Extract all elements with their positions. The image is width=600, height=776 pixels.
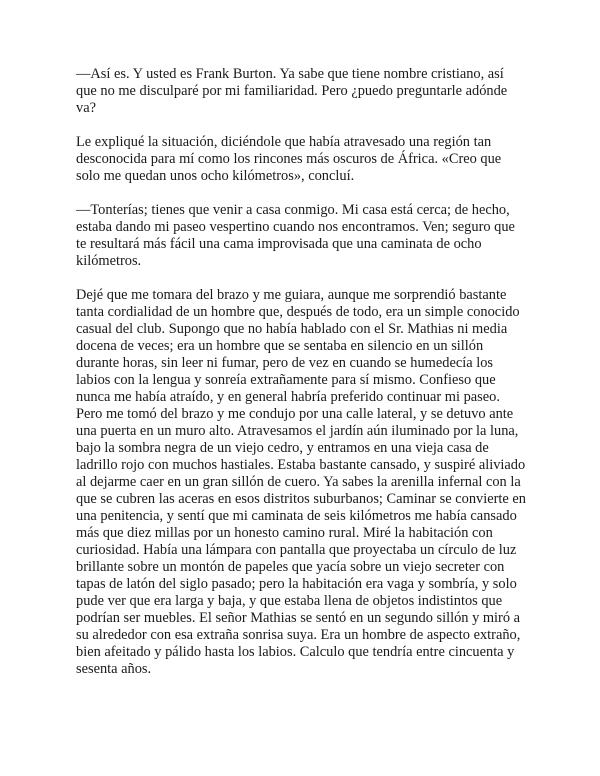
paragraph-invitation: —Tonterías; tienes que venir a casa conmigo. Mi casa está cerca; de hecho, estaba dando mi paseo vespertino cuando nos encontramos. Ven; seguro que te resultará más fácil una cama improvisada que una caminata de ocho kilómetros. [76, 202, 515, 269]
paragraph-narrative: Dejé que me tomara del brazo y me guiara, aunque me sorprendió bastante tanta cordialidad de un hombre que, después de todo, era un simple conocido casual del club. Supongo que no había hablado con el Sr. Mathias ni media docena de veces; era un hombre que se sentaba en silencio en un sillón durante horas, sin leer ni fumar, pero de vez en cuando se humedecía los labios con la lengua y sonreía extrañamente para sí mismo. Confieso que nunca me había atraído, y en general habría preferido continuar mi paseo. Pero me tomó del brazo y me condujo por una calle lateral, y se detuvo ante una puerta en un muro alto. Atravesamos el jardín aún iluminado por la luna, bajo la sombra negra de un viejo cedro, y entramos en una vieja casa de ladrillo rojo con muchos hastiales. Estaba bastante cansado, y suspiré aliviado al dejarme caer en un gran sillón de cuero. Ya sabes la arenilla infernal con la que se cubren las aceras en esos distritos suburbanos; Caminar se convierte en una penitencia, y sentí que mi caminata de seis kilómetros me había cansado más que diez millas por un honesto camino rural. Miré la habitación con curiosidad. Había una lámpara con pantalla que proyectaba un círculo de luz brillante sobre un montón de papeles que yacía sobre un viejo secreter con tapas de latón del siglo pasado; pero la habitación era vaga y sombría, y solo pude ver que era larga y baja, y que estaba llena de objetos indistintos que podrían ser muebles. El señor Mathias se sentó en un segundo sillón y miró a su alrededor con esa extraña sonrisa suya. Era un hombre de aspecto extraño, bien afeitado y pálido hasta los labios. Calculo que tendría entre cincuenta y sesenta años. [76, 287, 526, 677]
paragraph-dialogue-greeting: —Así es. Y usted es Frank Burton. Ya sabe que tiene nombre cristiano, así que no me disculparé por mi familiaridad. Pero ¿puedo preguntarle adónde va? [76, 66, 508, 116]
paragraph-explanation: Le expliqué la situación, diciéndole que había atravesado una región tan desconocida para mí como los rincones más oscuros de África. «Creo que solo me quedan unos ocho kilómetros», concluí. [76, 134, 502, 184]
document-page [76, 66, 526, 678]
